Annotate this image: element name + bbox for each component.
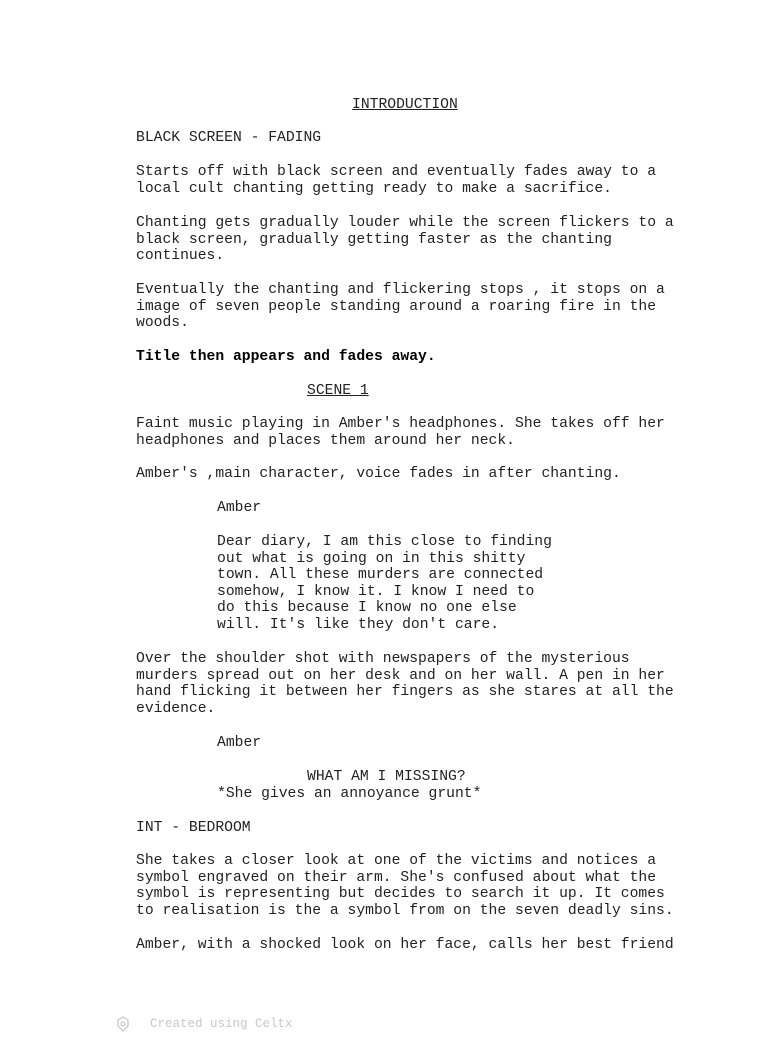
title-instruction: Title then appears and fades away. <box>136 349 436 365</box>
black-screen-heading: BLACK SCREEN - FADING <box>136 130 322 146</box>
action-line: She takes a closer look at one of the victims and notices a <box>136 853 657 869</box>
action-line: woods. <box>136 315 189 331</box>
character-name: Amber <box>217 735 262 751</box>
action-line: symbol engraved on their arm. She's confused about what the <box>136 869 657 886</box>
dialogue-line: out what is going on in this shitty <box>217 550 526 567</box>
footer-credit <box>116 988 293 1060</box>
action-line: symbol is representing but decides to search it up. It comes <box>136 886 665 902</box>
dialogue-parenthetical: *She gives an annoyance grunt* <box>217 786 482 802</box>
action-line: Chanting gets gradually louder while the screen flickers to a <box>136 215 674 231</box>
action-line: Amber, with a shocked look on her face, calls her best friend <box>136 937 674 953</box>
scene-1-heading: SCENE 1 <box>307 383 369 399</box>
action-line: hand flicking it between her fingers as she stares at all the <box>136 684 674 700</box>
dialogue-line: town. All these murders are connected <box>217 567 544 583</box>
action-line: to realisation is the a symbol from on the seven deadly sins. <box>136 902 674 919</box>
dialogue-shout: WHAT AM I MISSING? <box>307 769 466 785</box>
footer-text: Created using Celtx <box>150 1017 293 1031</box>
action-line: Amber's ,main character, voice fades in after chanting. <box>136 466 621 482</box>
dialogue-line: somehow, I know it. I know I need to <box>217 583 535 600</box>
dialogue-line: Dear diary, I am this close to finding <box>217 534 552 550</box>
action-line: Over the shoulder shot with newspapers of the mysterious <box>136 651 630 667</box>
introduction-heading: INTRODUCTION <box>352 97 458 113</box>
action-line: Faint music playing in Amber's headphones. She takes off her <box>136 416 665 432</box>
dialogue-line: will. It's like they don't care. <box>217 616 500 633</box>
action-line: Eventually the chanting and flickering stops , it stops on a <box>136 282 665 298</box>
action-line: image of seven people standing around a roaring fire in the <box>136 298 657 315</box>
celtx-logo-icon <box>116 988 146 1060</box>
scene-heading: INT - BEDROOM <box>136 820 251 836</box>
character-name: Amber <box>217 500 262 516</box>
action-line: headphones and places them around her neck. <box>136 432 515 449</box>
action-line: local cult chanting getting ready to make a sacrifice. <box>136 180 612 197</box>
action-line: black screen, gradually getting faster as the chanting <box>136 231 612 248</box>
action-line: murders spread out on her desk and on her wall. A pen in her <box>136 667 665 684</box>
action-line: Starts off with black screen and eventually fades away to a <box>136 164 657 180</box>
dialogue-line: do this because I know no one else <box>217 600 517 616</box>
action-line: evidence. <box>136 700 216 717</box>
action-line: continues. <box>136 248 225 264</box>
